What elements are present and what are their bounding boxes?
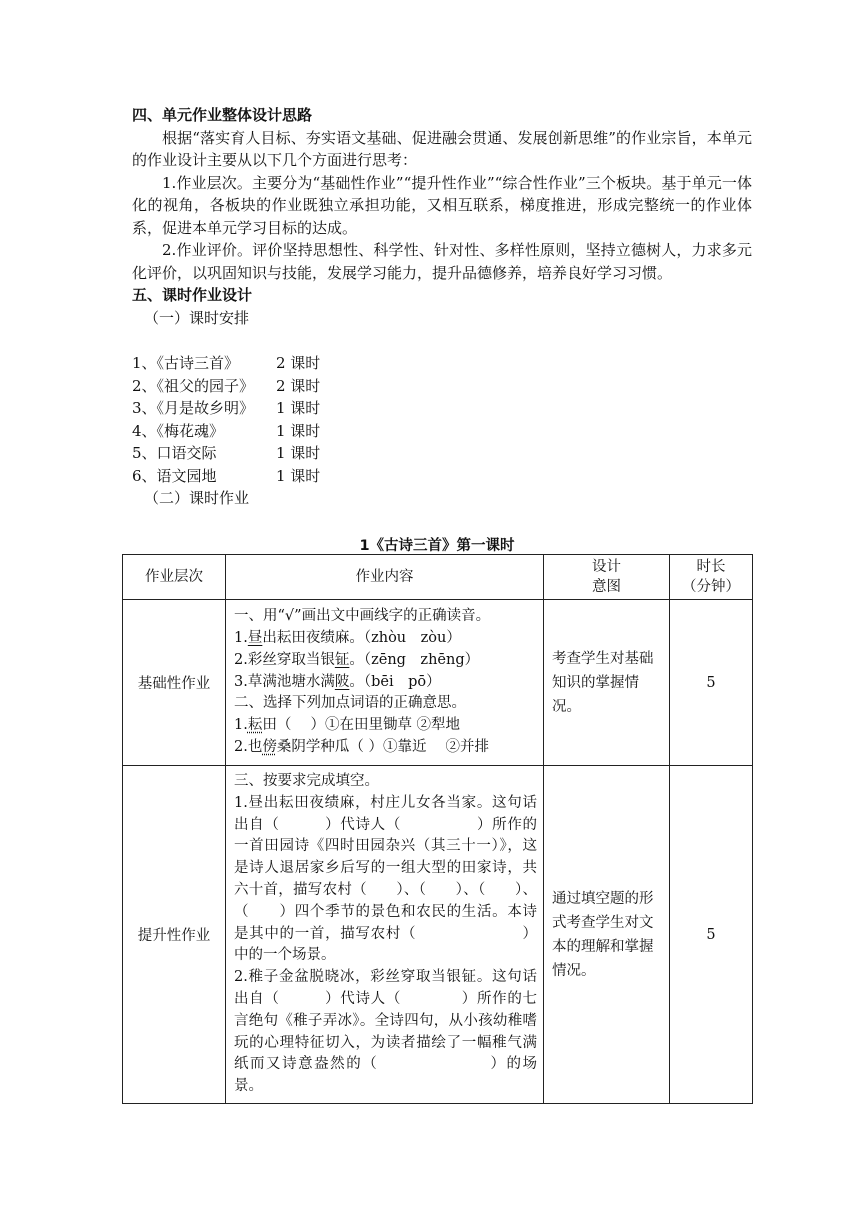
schedule-title: 3、《月是故乡明》: [132, 399, 255, 417]
table-header-row: [123, 555, 753, 600]
section-4-paragraph-3: 2.作业评价。评价坚持思想性、科学性、针对性、多样性原则，坚持立德树人，力求多元化评价，以巩固知识与技能，发展学习能力，提升品德修养，培养良好学习习惯。: [132, 241, 752, 282]
header-content: 作业内容: [226, 555, 544, 600]
section-4-paragraph-2: 1.作业层次。主要分为“基础性作业”“提升性作业”“综合性作业”三个板块。基于单元一体化的视角，各板块的作业既独立承担功能，又相互联系，梯度推进，形成完整统一的作业体系，促进本单元学习目标的达成。: [132, 173, 752, 237]
homework-subheading: （二）课时作业: [144, 489, 250, 507]
header-minutes-line1: 时长: [696, 559, 726, 575]
line-text: 。（bēi pō）: [349, 673, 441, 690]
homework-table: [122, 554, 753, 1104]
section-4: [132, 104, 752, 329]
dotted-char: 傍: [262, 738, 277, 755]
row1-line-5: 二、选择下列加点词语的正确意思。: [234, 695, 466, 712]
row1-line-2: [234, 628, 537, 650]
line-text: 2.也: [234, 738, 263, 755]
dotted-char: 耘: [247, 717, 263, 734]
row2-paragraph-3: 2.稚子金盆脱晓冰，彩丝穿取当银钲。这句话出自（ ）代诗人（ ）所作的七言绝句《稚子弄冰》。全诗四句，从小孩幼稚嗜玩的心理特征切入，为读者描绘了一幅稚气满纸而又诗意盎然的（ ）的场景。: [234, 969, 537, 1095]
section-4-paragraph-1: 根据“落实育人目标、夯实语文基础、促进融会贯通、发展创新思维”的作业宗旨，本单元的作业设计主要从以下几个方面进行思考：: [132, 128, 752, 169]
schedule-hours: 1 课时: [276, 466, 321, 485]
schedule-row: [132, 352, 320, 375]
row1-line-7: [234, 737, 537, 759]
schedule-title: 4、《梅花魂》: [132, 421, 225, 440]
row1-minutes: 5: [670, 600, 753, 766]
line-text: 1.: [234, 630, 248, 646]
underlined-char: 陂: [334, 673, 350, 690]
schedule-row: [132, 465, 320, 488]
schedule-title: 2、《祖父的园子》: [132, 376, 255, 395]
schedule-title: 6、语文园地: [132, 466, 217, 485]
schedule-hours: 2 课时: [276, 376, 321, 395]
schedule-hours: 1 课时: [276, 399, 321, 417]
line-text: 出耘田夜绩麻。（zhòu zòu）: [262, 630, 461, 646]
line-text: 1.: [234, 717, 248, 734]
row1-content: [226, 600, 544, 766]
schedule-row: [132, 397, 320, 420]
table-row: [123, 766, 753, 1104]
row1-line-3: [234, 650, 537, 672]
table-row: [123, 600, 753, 766]
row1-intent: 考查学生对基础知识的掌握情况。: [544, 600, 670, 766]
schedule-subheading: （一）课时安排: [144, 308, 250, 327]
row2-intent: 通过填空题的形式考查学生对文本的理解和掌握情况。: [544, 766, 670, 1104]
line-text: 田（ ）①在田里锄草 ②犁地: [262, 717, 461, 734]
lesson-schedule: [132, 352, 320, 510]
schedule-title: 5、口语交际: [132, 444, 217, 462]
line-text: 桑阴学种瓜（ ）①靠近 ②并排: [276, 738, 490, 755]
line-text: 3.草满池塘水满: [234, 673, 335, 690]
row2-paragraph-2: 1.昼出耘田夜绩麻，村庄儿女各当家。这句话出自（ ）代诗人（ ）所作的一首田园诗《四时田园杂兴（其三十一）》，这是诗人退居家乡后写的一组大型的田家诗，共六十首，描写农村（ ）、（ ）、（ ）、（ ）四个季节的景色和农民的生活。本诗是其中的一首，描写农村（ ）中的一个场景。: [234, 794, 537, 964]
schedule-row: [132, 420, 320, 443]
line-text: 。（zēng zhēng）: [349, 651, 480, 668]
row2-level: 提升性作业: [123, 766, 226, 1104]
row2-minutes: 5: [670, 766, 753, 1104]
schedule-hours: 2 课时: [276, 354, 321, 372]
row1-line-6: [234, 715, 537, 737]
header-minutes-line2: （分钟）: [682, 579, 740, 595]
schedule-hours: 1 课时: [276, 421, 321, 440]
table-caption: 1《古诗三首》第一课时: [359, 538, 515, 554]
section-5-heading: 五、课时作业设计: [132, 286, 253, 304]
header-intent: [544, 555, 670, 600]
row1-line-1: 一、用“√”画出文中画线字的正确读音。: [234, 608, 491, 625]
schedule-row: [132, 375, 320, 398]
header-minutes: [670, 555, 753, 600]
header-intent-line1: 设计: [592, 559, 621, 575]
row2-content: [226, 766, 544, 1104]
header-level: 作业层次: [123, 555, 226, 600]
schedule-row: [132, 442, 320, 465]
line-text: 2.彩丝穿取当银: [234, 651, 335, 668]
row1-level: 基础性作业: [123, 600, 226, 766]
schedule-title: 1、《古诗三首》: [132, 354, 240, 372]
header-intent-line2: 意图: [592, 579, 621, 595]
schedule-hours: 1 课时: [276, 444, 321, 462]
section-4-heading: 四、单元作业整体设计思路: [132, 106, 313, 124]
underlined-char: 昼: [247, 630, 263, 646]
row2-paragraph-1: 三、按要求完成填空。: [234, 773, 379, 790]
underlined-char: 钲: [334, 651, 350, 668]
row1-line-4: [234, 672, 537, 694]
